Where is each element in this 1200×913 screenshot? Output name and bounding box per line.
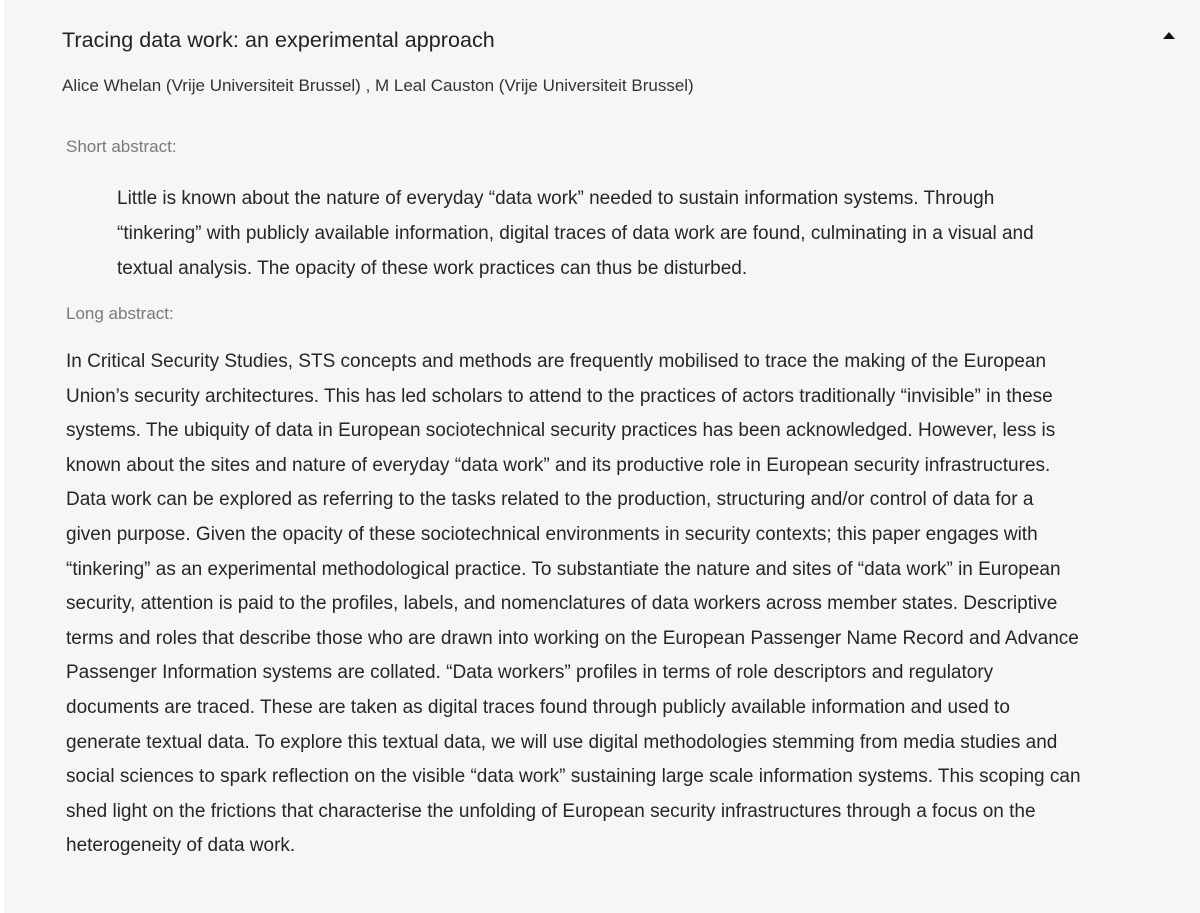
- panel-header: [62, 26, 1200, 106]
- caret-up-icon: [1163, 32, 1175, 39]
- long-abstract-line: Passenger Information systems are collated. “Data workers” profiles in terms of role descriptors and regulatory: [66, 662, 994, 684]
- long-abstract-line: given purpose. Given the opacity of these sociotechnical environments in security contexts; this paper engages with: [66, 523, 1038, 545]
- long-abstract-line: “tinkering” as an experimental methodological practice. To substantiate the nature and sites of “data work” in European: [66, 558, 1061, 580]
- long-abstract-line: heterogeneity of data work.: [66, 835, 296, 857]
- short-abstract-label: Short abstract:: [66, 137, 177, 156]
- long-abstract-line: documents are traced. These are taken as digital traces found through publicly available information and used to: [66, 696, 1010, 718]
- paper-title: Tracing data work: an experimental approach: [62, 28, 495, 52]
- long-abstract-text: [66, 345, 1191, 864]
- collapse-toggle-button[interactable]: [1158, 28, 1180, 46]
- long-abstract-line: Data work can be explored as referring to the tasks related to the production, structuring and/or control of data for a: [66, 489, 1034, 511]
- long-abstract-line: security, attention is paid to the profiles, labels, and nomenclatures of data workers across member states. Descriptive: [66, 593, 1058, 615]
- paper-authors: Alice Whelan (Vrije Universiteit Brussel) , M Leal Causton (Vrije Universiteit Brussel): [62, 76, 694, 95]
- short-abstract-line: Little is known about the nature of everyday “data work” needed to sustain information systems. Through: [117, 188, 995, 209]
- long-abstract-line: systems. The ubiquity of data in European sociotechnical security practices has been acknowledged. However, less is: [66, 420, 1056, 442]
- long-abstract-line: shed light on the frictions that characterise the unfolding of European security infrastructures through a focus on the: [66, 800, 1036, 822]
- long-abstract-line: In Critical Security Studies, STS concepts and methods are frequently mobilised to trace the making of the European: [66, 351, 1047, 372]
- long-abstract-line: known about the sites and nature of everyday “data work” and its productive role in European security infrastructures.: [66, 454, 1051, 476]
- long-abstract-label: Long abstract:: [66, 304, 174, 323]
- abstract-panel: [4, 0, 1200, 913]
- short-abstract-line: “tinkering” with publicly available information, digital traces of data work are found, culminating in a visual and: [117, 223, 1034, 244]
- long-abstract-line: terms and roles that describe those who are drawn into working on the European Passenger Name Record and Advance: [66, 627, 1079, 649]
- long-abstract-line: generate textual data. To explore this textual data, we will use digital methodologies stemming from media studies and: [66, 731, 1058, 753]
- long-abstract-line: Union’s security architectures. This has led scholars to attend to the practices of actors traditionally “invisible” in these: [66, 385, 1053, 407]
- short-abstract-text: [117, 181, 1177, 286]
- short-abstract-line: textual analysis. The opacity of these work practices can thus be disturbed.: [117, 258, 748, 279]
- long-abstract-line: social sciences to spark reflection on the visible “data work” sustaining large scale information systems. This scoping can: [66, 766, 1081, 788]
